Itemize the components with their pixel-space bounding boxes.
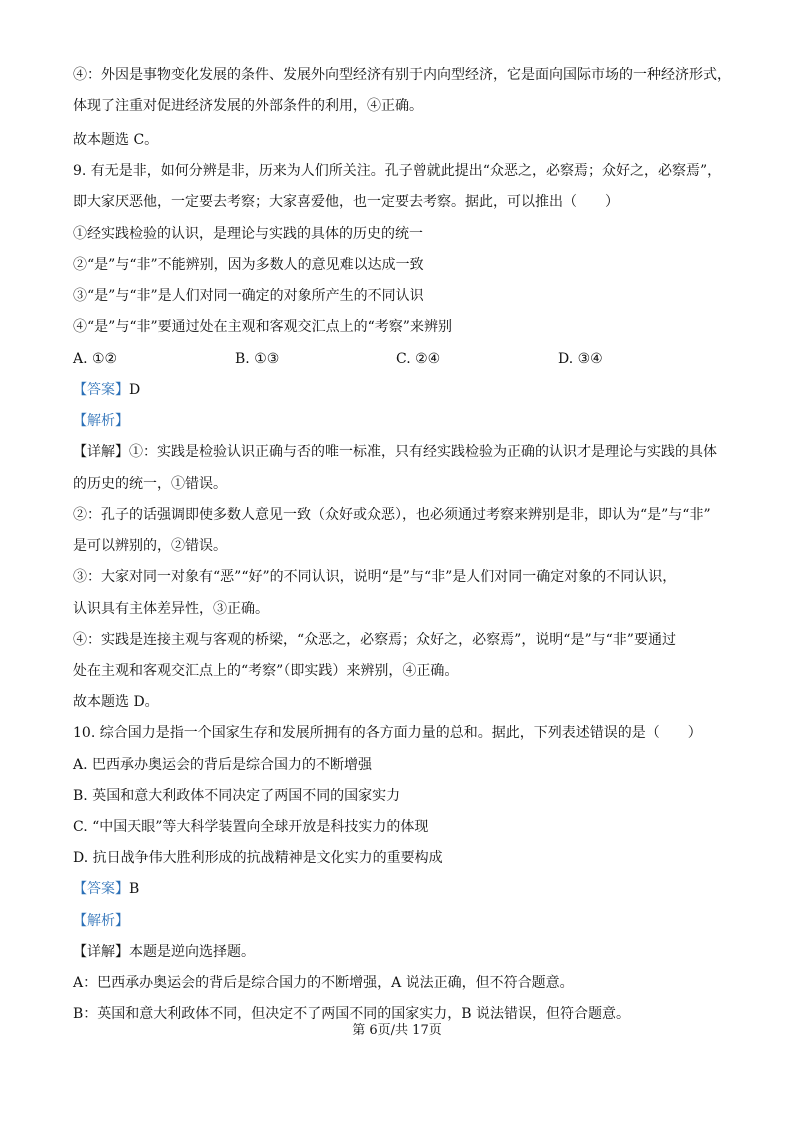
text-line: 体现了注重对促进经济发展的外部条件的利用，④正确。 [73,98,423,114]
analysis-tag: 【解析】 [73,413,129,429]
q9-option-c: C. ②④ [396,351,441,367]
text-line: 是可以辨别的，②错误。 [73,538,227,554]
q9-statement: ②“是”与“非”不能辨别，因为多数人的意见难以达成一致 [73,257,424,273]
text-line: 故本题选 D。 [73,694,159,710]
text-line: 认识具有主体差异性，③正确。 [73,601,269,617]
q10-option-d: D. 抗日战争伟大胜利形成的抗战精神是文化实力的重要构成 [73,850,443,866]
detail-tag: 【详解】 [73,444,129,460]
q9-analysis-line [73,411,129,431]
q9-detail-line [73,442,717,462]
q9-stem-line: 即大家厌恶他，一定要去考察；大家喜爱他，也一定要去考察。据此，可以推出（ ） [73,194,619,210]
q9-answer-value: D [129,382,141,398]
answer-tag: 【答案】 [73,881,129,897]
text-line: ②：孔子的话强调即使多数人意见一致（众好或众恶），也必须通过考察来辨别是非，即认为“是”与“非” [73,507,711,523]
q10-option-c: C. “中国天眼”等大科学装置向全球开放是科技实力的体现 [73,819,429,835]
text-line: ④：外因是事物变化发展的条件、发展外向型经济有别于内向型经济，它是面向国际市场的一种经济形式， [73,67,731,83]
text-line: A：巴西承办奥运会的背后是综合国力的不断增强，A 说法正确，但不符合题意。 [73,975,574,991]
q10-option-a: A. 巴西承办奥运会的背后是综合国力的不断增强 [73,757,373,773]
q9-statement: ①经实践检验的认识，是理论与实践的具体的历史的统一 [73,226,423,242]
q10-detail-line [73,942,255,962]
q10-answer-value: B [129,881,140,897]
q9-answer-line [73,380,140,400]
analysis-tag: 【解析】 [73,913,129,929]
q10-analysis-line [73,911,129,931]
q9-option-b: B. ①③ [235,351,280,367]
q9-option-a: A. ①② [73,351,118,367]
q10-answer-line [73,879,139,899]
text-line: 故本题选 C。 [73,132,159,148]
text-line: ④：实践是连接主观与客观的桥梁，“众恶之，必察焉；众好之，必察焉”，说明“是”与“非”要通过 [73,632,676,648]
q10-stem: 10. 综合国力是指一个国家生存和发展所拥有的各方面力量的总和。据此，下列表述错误的是（ ） [73,725,702,741]
answer-tag: 【答案】 [73,382,129,398]
q9-statement: ③“是”与“非”是人们对同一确定的对象所产生的不同认识 [73,288,424,304]
q9-option-d: D. ③④ [558,351,603,367]
text-line: B：英国和意大利政体不同，但决定不了两国不同的国家实力，B 说法错误，但符合题意。 [73,1006,631,1022]
text-line: ③：大家对同一对象有“恶”“好”的不同认识，说明“是”与“非”是人们对同一确定对象的不同认识， [73,569,677,585]
q10-detail-text: 本题是逆向选择题。 [129,944,255,960]
q9-statement: ④“是”与“非”要通过处在主观和客观交汇点上的“考察”来辨别 [73,319,452,335]
q9-detail-text: ①：实践是检验认识正确与否的唯一标准，只有经实践检验为正确的认识才是理论与实践的具体 [129,444,717,460]
q9-stem-line: 9. 有无是非，如何分辨是非，历来为人们所关注。孔子曾就此提出“众恶之，必察焉；众好之，必察焉”， [73,163,722,179]
q10-option-b: B. 英国和意大利政体不同决定了两国不同的国家实力 [73,788,401,804]
text-line: 的历史的统一，①错误。 [73,476,227,492]
text-line: 处在主观和客观交汇点上的“考察”（即实践）来辨别，④正确。 [73,663,459,679]
page-footer: 第 6页/共 17页 [352,1023,442,1038]
q9-options [73,349,713,369]
detail-tag: 【详解】 [73,944,129,960]
